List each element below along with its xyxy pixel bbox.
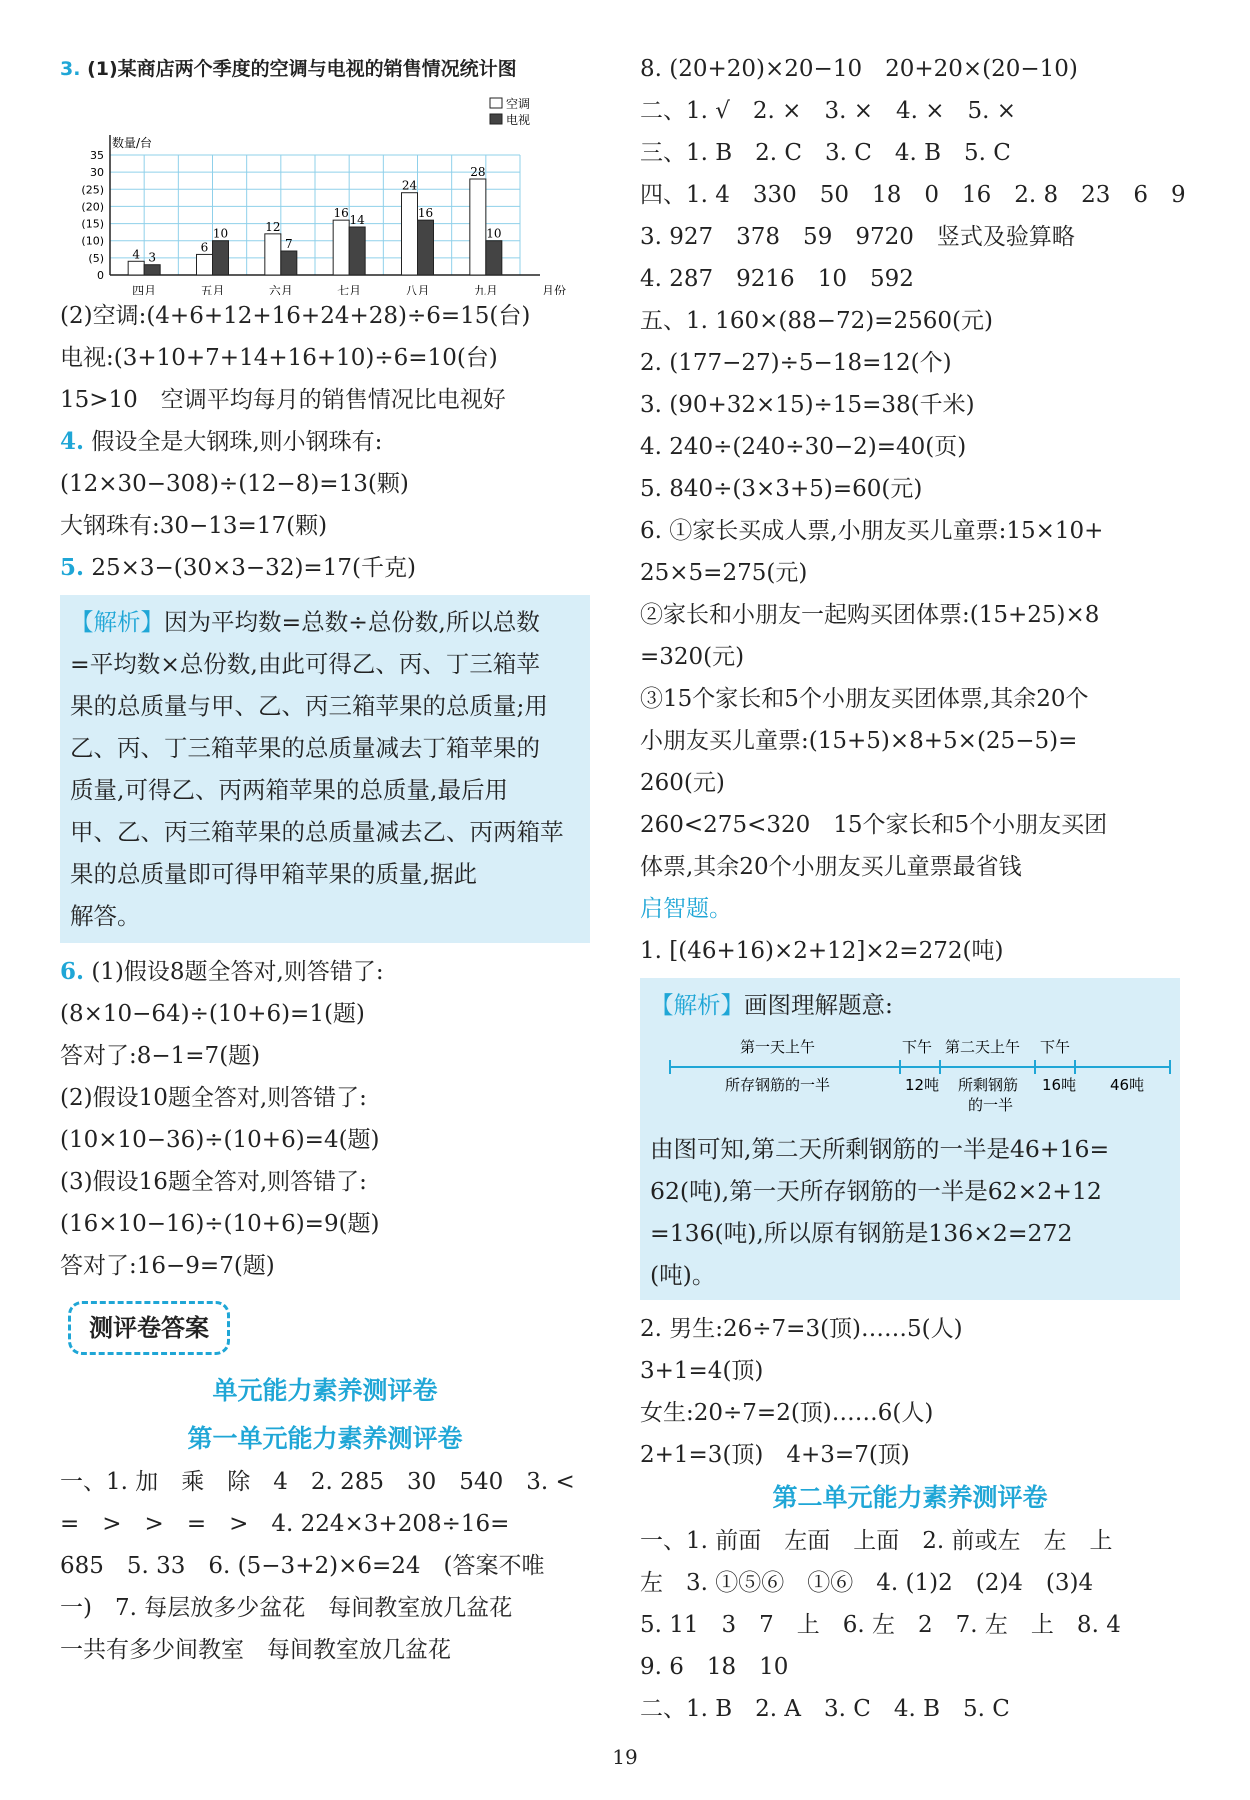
legend-label: 空调 <box>506 97 531 111</box>
legend-swatch <box>490 114 502 124</box>
y-tick-label: (10) <box>81 234 104 248</box>
bar-value-label: 10 <box>486 226 502 241</box>
q3-title: 3. (1)某商店两个季度的空调与电视的销售情况统计图 <box>60 58 517 80</box>
unit2-line: 一、1. 前面 左面 上面 2. 前或左 左 上 <box>640 1528 1113 1554</box>
y-tick-label: (15) <box>81 217 104 231</box>
bar <box>349 227 365 275</box>
y-tick-label: (5) <box>88 251 104 265</box>
diagram-bottom-label: 所剩钢筋 <box>958 1076 1019 1094</box>
analysis-line: 质量,可得乙、丙两箱苹果的总质量,最后用 <box>70 776 508 804</box>
unit1-line: 一) 7. 每层放多少盆花 每间教室放几盆花 <box>60 1595 513 1621</box>
right-answer-line: 6. ①家长买成人票,小朋友买儿童票:15×10+ <box>640 518 1104 544</box>
qizhi-title: 启智题。 <box>640 896 732 922</box>
bar-value-label: 10 <box>212 226 229 241</box>
chart-svg <box>60 90 590 295</box>
qizhi-2-line: 2. 男生:26÷7=3(顶)……5(人) <box>640 1316 963 1342</box>
analysis-line: 甲、乙、丙三箱苹果的总质量减去乙、丙两箱苹 <box>70 818 564 846</box>
right-answer-line: 4. 287 9216 10 592 <box>640 266 914 292</box>
x-tick-label: 八月 <box>405 284 430 295</box>
bar-value-label: 4 <box>132 247 140 262</box>
right-answer-line: 25×5=275(元) <box>640 560 808 586</box>
y-tick-label: 0 <box>97 269 104 282</box>
q6-line: (2)假设10题全答对,则答错了: <box>60 1085 367 1111</box>
legend-swatch <box>490 98 502 108</box>
right-answer-line: =320(元) <box>640 644 745 670</box>
bar-value-label: 28 <box>470 165 486 179</box>
right-answer-line: 260(元) <box>640 770 725 796</box>
analysis-line: (吨)。 <box>650 1261 716 1289</box>
analysis-line: 【解析】因为平均数=总数÷总份数,所以总数 <box>70 608 540 636</box>
legend-label: 电视 <box>506 113 531 127</box>
right-answer-line: 二、1. √ 2. × 3. × 4. × 5. × <box>640 98 1017 124</box>
analysis-line: 果的总质量与甲、乙、丙三箱苹果的总质量;用 <box>70 692 548 720</box>
analysis-line: 由图可知,第二天所剩钢筋的一半是46+16= <box>650 1135 1110 1163</box>
section-title: 单元能力素养测评卷 <box>212 1376 438 1405</box>
bar-value-label: 14 <box>349 213 365 227</box>
x-tick-label: 五月 <box>200 284 225 295</box>
analysis-line: =平均数×总份数,由此可得乙、丙、丁三箱苹 <box>70 650 540 678</box>
diagram-bottom-label: 16吨 <box>1042 1076 1077 1094</box>
right-answers <box>640 48 1186 888</box>
bar <box>213 241 229 275</box>
right-answer-line: 4. 240÷(240÷30−2)=40(页) <box>640 434 967 460</box>
bar-value-label: 6 <box>200 240 209 255</box>
bar-value-label: 7 <box>285 237 293 251</box>
bar-value-label: 3 <box>148 250 156 265</box>
q6-line: 答对了:16−9=7(题) <box>60 1253 275 1279</box>
x-tick-label: 九月 <box>473 284 498 295</box>
page-number: 19 <box>612 1745 638 1769</box>
bar-value-label: 16 <box>417 206 434 221</box>
unit2-line: 5. 11 3 7 上 6. 左 2 7. 左 上 8. 4 <box>640 1612 1121 1638</box>
analysis-head: 【解析】画图理解题意: <box>650 991 893 1019</box>
y-axis-label: 数量/台 <box>112 136 153 150</box>
analysis-line: 解答。 <box>70 902 141 930</box>
x-tick-label: 六月 <box>268 284 293 295</box>
bar-value-label: 24 <box>401 178 418 193</box>
q3-answers <box>60 295 590 421</box>
q6-line: (8×10−64)÷(10+6)=1(题) <box>60 1001 365 1027</box>
qizhi-1: 1. [(46+16)×2+12]×2=272(吨) <box>640 938 1004 964</box>
bar <box>418 220 434 275</box>
unit2-line: 9. 6 18 10 <box>640 1654 789 1680</box>
q4-line: 大钢珠有:30−13=17(颗) <box>60 513 328 539</box>
x-axis-label: 月份 <box>542 284 567 295</box>
right-answer-line: 3. (90+32×15)÷15=38(千米) <box>640 392 975 418</box>
analysis-box-left <box>60 595 590 943</box>
bar <box>265 234 281 275</box>
q3-answer-line: 15>10 空调平均每月的销售情况比电视好 <box>60 387 506 413</box>
right-answer-line: 2. (177−27)÷5−18=12(个) <box>640 350 952 376</box>
right-answer-line: ③15个家长和5个小朋友买团体票,其余20个 <box>640 686 1089 712</box>
unit1-title: 第一单元能力素养测评卷 <box>187 1424 463 1453</box>
q6-line: 答对了:8−1=7(题) <box>60 1043 261 1069</box>
diagram-label-pm2: 下午 <box>1040 1038 1071 1056</box>
q4-line: (12×30−308)÷(12−8)=13(颗) <box>60 471 409 497</box>
right-answer-line: 小朋友买儿童票:(15+5)×8+5×(25−5)= <box>640 728 1078 754</box>
diagram-bottom-label: 的一半 <box>968 1096 1014 1114</box>
steel-diagram <box>650 1026 1170 1128</box>
y-tick-label: (20) <box>81 200 104 214</box>
unit1-line: 一共有多少间教室 每间教室放几盆花 <box>60 1637 451 1663</box>
bar-value-label: 16 <box>333 206 349 221</box>
analysis-line: 乙、丙、丁三箱苹果的总质量减去丁箱苹果的 <box>70 734 540 762</box>
q3-answer-line: (2)空调:(4+6+12+16+24+28)÷6=15(台) <box>60 303 531 329</box>
analysis-line: =136(吨),所以原有钢筋是136×2=272 <box>650 1219 1073 1247</box>
right-answer-line: 三、1. B 2. C 3. C 4. B 5. C <box>640 140 1011 166</box>
analysis-box-right <box>640 978 1180 1300</box>
right-answer-line: 体票,其余20个小朋友买儿童票最省钱 <box>640 854 1022 880</box>
x-tick-label: 七月 <box>337 284 362 295</box>
analysis-line: 62(吨),第一天所存钢筋的一半是62×2+12 <box>650 1177 1102 1205</box>
unit2-line: 左 3. ①⑤⑥ ①⑥ 4. (1)2 (2)4 (3)4 <box>640 1570 1094 1596</box>
unit1-line: 一、1. 加 乘 除 4 2. 285 30 540 3. < <box>60 1469 575 1495</box>
y-tick-label: (25) <box>81 183 104 197</box>
analysis-line: 果的总质量即可得甲箱苹果的质量,据此 <box>70 860 477 888</box>
q6-line: (16×10−16)÷(10+6)=9(题) <box>60 1211 380 1237</box>
q4-first-line: 4. 假设全是大钢珠,则小钢珠有: <box>60 428 383 455</box>
sales-bar-chart <box>60 90 590 295</box>
q6-line: (10×10−36)÷(10+6)=4(题) <box>60 1127 380 1153</box>
q5-line: 5. 25×3−(30×3−32)=17(千克) <box>60 554 416 581</box>
bar <box>402 193 418 275</box>
qizhi-2-line: 2+1=3(顶) 4+3=7(顶) <box>640 1442 910 1468</box>
q6-first-line: 6. (1)假设8题全答对,则答错了: <box>60 958 384 985</box>
right-answer-line: 5. 840÷(3×3+5)=60(元) <box>640 476 923 502</box>
bar <box>128 261 144 275</box>
right-answer-line: 五、1. 160×(88−72)=2560(元) <box>640 308 993 334</box>
unit2-line: 二、1. B 2. A 3. C 4. B 5. C <box>640 1696 1010 1722</box>
y-tick-label: 35 <box>90 149 104 162</box>
unit2-title: 第二单元能力素养测评卷 <box>772 1483 1048 1512</box>
bar <box>144 265 160 275</box>
bar <box>281 251 297 275</box>
diagram-bottom-label: 46吨 <box>1110 1076 1145 1094</box>
bar <box>470 179 486 275</box>
right-column <box>640 48 1186 1730</box>
left-column <box>60 48 590 1671</box>
right-answer-line: ②家长和小朋友一起购买团体票:(15+25)×8 <box>640 602 1100 628</box>
bar <box>333 220 349 275</box>
diagram-bottom-label: 所存钢筋的一半 <box>725 1076 831 1094</box>
answers-badge: 测评卷答案 <box>68 1301 230 1355</box>
right-answer-line: 四、1. 4 330 50 18 0 16 2. 8 23 6 9 <box>640 182 1186 208</box>
right-answer-line: 260<275<320 15个家长和5个小朋友买团 <box>640 812 1108 838</box>
diagram-bottom-label: 12吨 <box>905 1076 940 1094</box>
bar-value-label: 12 <box>265 219 281 234</box>
diagram-label-day1-am: 第一天上午 <box>740 1038 816 1056</box>
diagram-label-pm: 下午 <box>902 1038 933 1056</box>
unit1-line: 685 5. 33 6. (5−3+2)×6=24 (答案不唯 <box>60 1553 545 1579</box>
qizhi-2-line: 3+1=4(顶) <box>640 1358 764 1384</box>
bar <box>486 241 502 275</box>
diagram-label-day2-am: 第二天上午 <box>945 1038 1021 1056</box>
y-tick-label: 30 <box>90 166 104 180</box>
diagram-svg <box>660 1032 1180 1122</box>
q3-answer-line: 电视:(3+10+7+14+16+10)÷6=10(台) <box>60 345 498 371</box>
unit1-line: = > > = > 4. 224×3+208÷16= <box>60 1511 510 1537</box>
bar <box>197 254 213 275</box>
right-answer-line: 8. (20+20)×20−10 20+20×(20−10) <box>640 56 1078 82</box>
q6-line: (3)假设16题全答对,则答错了: <box>60 1169 367 1195</box>
qizhi-2-line: 女生:20÷7=2(顶)……6(人) <box>640 1400 934 1426</box>
right-answer-line: 3. 927 378 59 9720 竖式及验算略 <box>640 224 1075 250</box>
x-tick-label: 四月 <box>132 284 157 295</box>
